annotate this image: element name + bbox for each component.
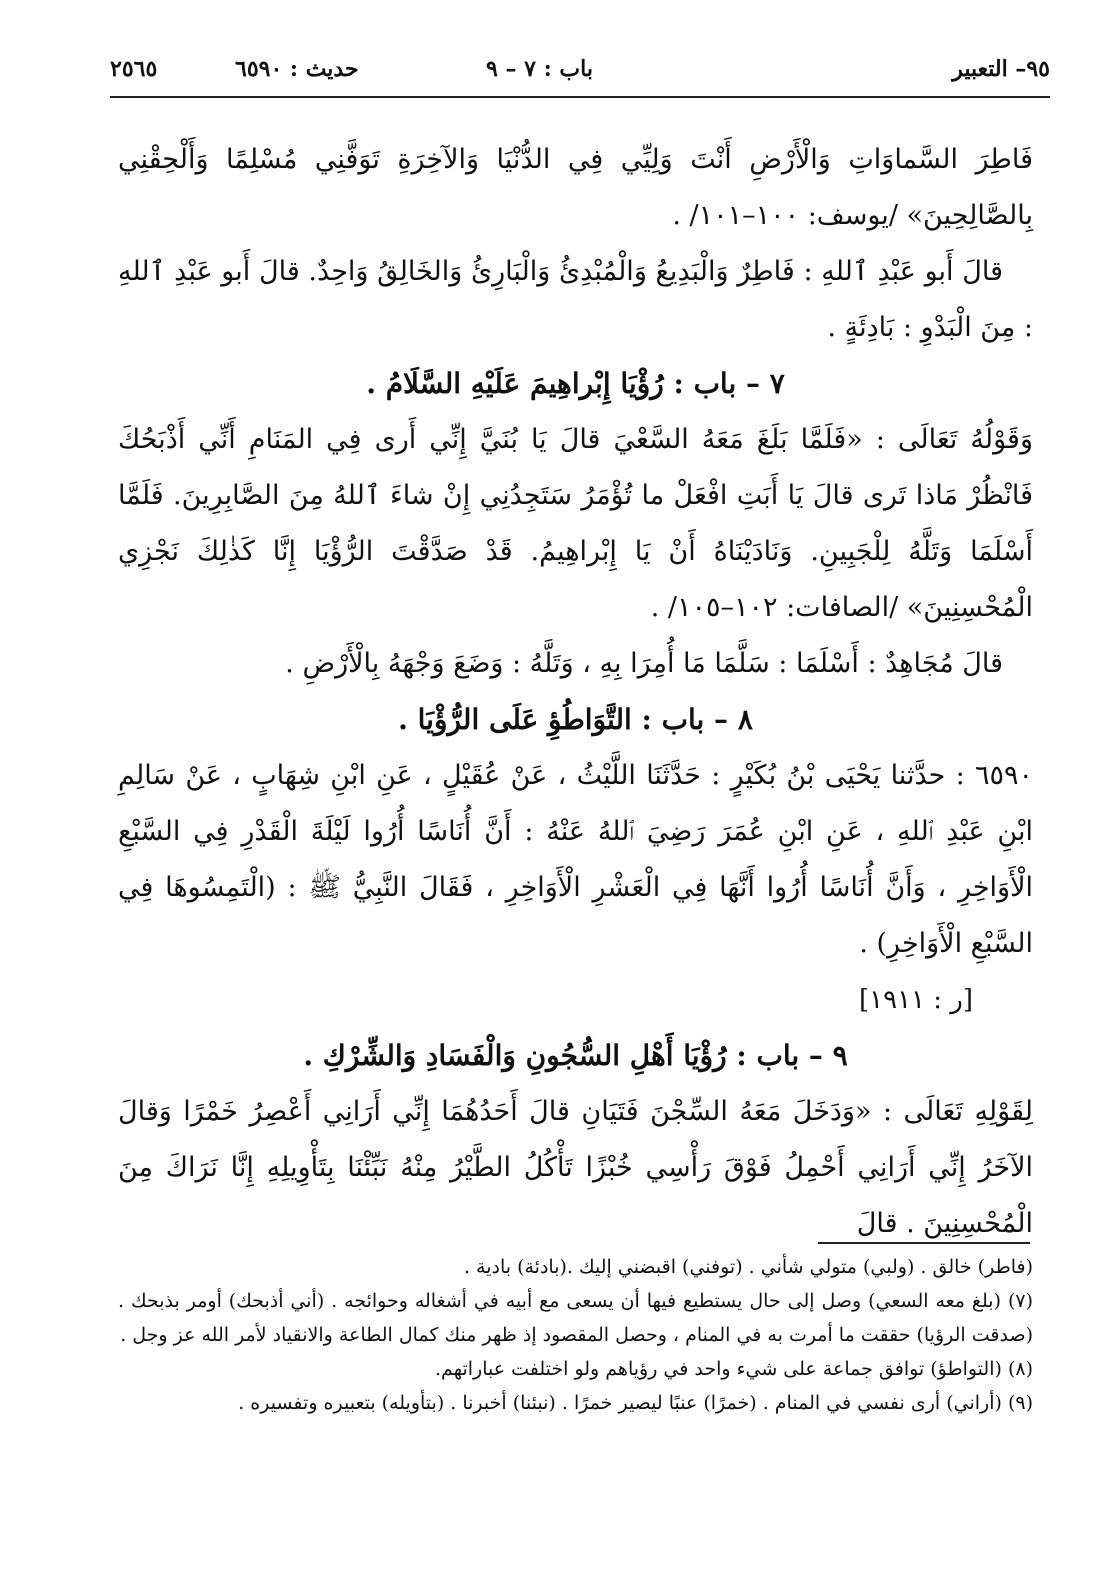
footnote-7: (٧) (بلغ معه السعي) وصل إلى حال يستطيع فيها أن يسعى مع أبيه في أشغاله وحوائجه . (أني أذبحك) أومر بذبحك . (صدقت الرؤيا) حققت ما أمرت به في المنام ، وحصل المقصود إذ ظهر منك كمال الطاعة والانقياد لأمر الله عز وجل . xyxy=(118,1290,1033,1346)
page-number: ٢٥٦٥ xyxy=(110,56,158,82)
abu-abdullah-note: قالَ أَبو عَبْدِ ٱللهِ : فَاطِرٌ وَالْبَدِيعُ وَالْمُبْدِئُ وَالْبَارِئُ وَالخَالِقُ وَاحِدٌ. قالَ أَبو عَبْدِ ٱللهِ : مِنَ الْبَدْوِ : بَادِئَةٍ . xyxy=(118,256,1033,343)
chapter-9-text: لِقَوْلِهِ تَعَالَى : «وَدَخَلَ مَعَهُ السِّجْنَ فَتَيَانِ قالَ أَحَدُهُمَا إِنِّي أَرَانِي أَعْصِرُ خَمْرًا وَقالَ الآخَرُ إِنِّي أَرَانِي أَحْمِلُ فَوْقَ رَأْسِي خُبْزًا تَأْكُلُ الطَّيْرُ مِنْهُ نَبِّئْنَا بِتَأْوِيلِهِ إِنَّا نَرَاكَ مِنَ الْمُحْسِنِينَ . قالَ xyxy=(118,1096,1033,1239)
footnote-fatir: (فاطر) خالق . (ولبي) متولي شأني . (توفني) اقبضني إليك .(بادئة) بادية . xyxy=(463,1256,1033,1278)
header-divider xyxy=(110,96,1050,98)
hadith-6590: ٦٥٩٠ : حدَّثنا يَحْيَى بْنُ بُكَيْرٍ : حَدَّثَنَا اللَّيْثُ ، عَنْ عُقَيْلٍ ، عَنِ ابْنِ شِهَابٍ ، عَنْ سَالِمِ ابْنِ عَبْدِ ٱللهِ ، عَنِ ابْنِ عُمَرَ رَضِيَ ٱللهُ عَنْهُ : أَنَّ أُنَاسًا أُرُوا لَيْلَةَ الْقَدْرِ فِي السَّبْعِ الْأَوَاخِرِ ، وَأَنَّ أُنَاسًا أُرُوا أَنَّهَا فِي الْعَشْرِ الْأَوَاخِرِ ، فَقَالَ النَّبِيُّ ﷺ : (الْتَمِسُوهَا فِي السَّبْعِ الْأَوَاخِرِ) . xyxy=(118,760,1033,959)
verse-continuation: فَاطِرَ السَّماوَاتِ وَالْأَرْضِ أَنْتَ وَلِيِّي فِي الدُّنْيَا وَالآخِرَةِ تَوَفَّنِي مُسْلِمًا وَأَلْحِقْنِي بِالصَّالِحِينَ» /يوسف: ١٠٠–١٠١/ . xyxy=(118,144,1033,231)
footnote-divider xyxy=(818,1242,1030,1244)
chapter-heading-8: ٨ – باب : التَّوَاطُؤِ عَلَى الرُّؤْيَا . xyxy=(398,703,753,736)
mujahid-note: قالَ مُجَاهِدٌ : أَسْلَمَا : سَلَّمَا مَا أُمِرَا بِهِ ، وَتَلَّهُ : وَضَعَ وَجْهَهُ بِالْأَرْضِ . xyxy=(285,648,1003,679)
chapter-heading-9: ٩ – باب : رُؤْيَا أَهْلِ السُّجُونِ وَالْفَسَادِ وَالشِّرْكِ . xyxy=(303,1039,848,1072)
header-bab-range: باب : ٧ – ٩ xyxy=(486,56,593,82)
footnote-8: (٨) (التواطؤ) توافق جماعة على شيء واحد في رؤياهم ولو اختلفت عباراتهم. xyxy=(435,1358,1033,1380)
chapter-heading-7: ٧ – باب : رُؤْيَا إِبْراهِيمَ عَلَيْهِ السَّلَامُ . xyxy=(366,367,785,400)
footnote-9: (٩) (أراني) أرى نفسي في المنام . (خمرًا) عنبًا ليصير خمرًا . (نبئنا) أخبرنا . (بتأويله) بتعبيره وتفسيره . xyxy=(238,1392,1033,1414)
chapter-7-text: وَقَوْلُهُ تَعَالَى : «فَلَمَّا بَلَغَ مَعَهُ السَّعْيَ قالَ يَا بُنَيَّ إِنِّي أَرى فِي المَنَامِ أَنِّي أَذْبَحُكَ فَانْظُرْ مَاذا تَرى قالَ يَا أَبَتِ افْعَلْ ما تُؤْمَرُ سَتَجِدُنِي إِنْ شاءَ ٱللهُ مِنَ الصَّابِرِينَ. فَلَمَّا أَسْلَمَا وَتَلَّهُ لِلْجَبِينِ. وَنَادَيْنَاهُ أَنْ يَا إِبْراهِيمُ. قَدْ صَدَّقْتَ الرُّؤْيَا إِنَّا كَذٰلِكَ نَجْزِي الْمُحْسِنِينَ» /الصافات: ١٠٢–١٠٥/ . xyxy=(118,424,1033,623)
running-header xyxy=(110,52,1050,92)
main-text xyxy=(118,132,1033,1252)
cross-reference: [ر : ١٩١١] xyxy=(858,985,973,1015)
footnotes xyxy=(118,1250,1033,1420)
header-book-title: ٩٥– التعبير xyxy=(952,56,1050,82)
header-hadith-number: حديث : ٦٥٩٠ xyxy=(235,56,359,82)
